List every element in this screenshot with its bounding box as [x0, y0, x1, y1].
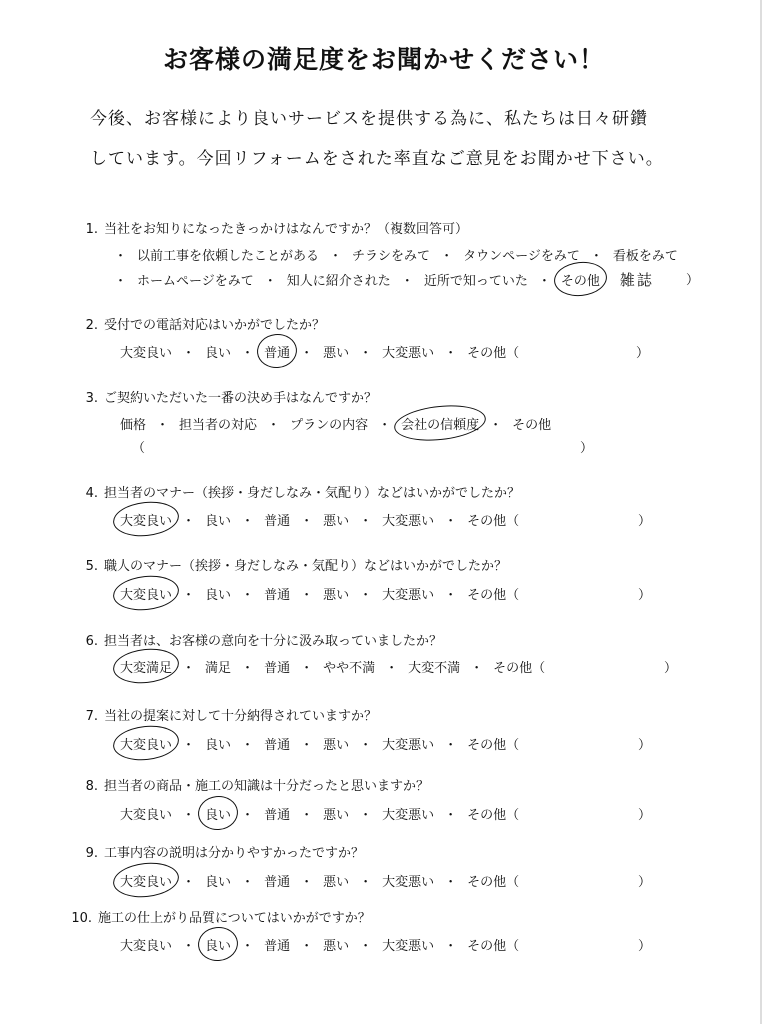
bullet-separator: ・	[300, 738, 314, 753]
q2-options	[120, 342, 519, 361]
handwritten-other-answer: 雑誌	[619, 271, 654, 289]
paren-close: ）	[638, 808, 652, 823]
bullet-separator: ・	[300, 514, 314, 529]
bullet-separator: ・	[378, 418, 392, 433]
bullet-separator: ・	[156, 418, 170, 433]
paren-close: ）	[580, 441, 594, 456]
bullet-separator: ・	[444, 738, 458, 753]
paren-close: ）	[686, 273, 700, 288]
q8-option[interactable]: 悪い	[323, 808, 350, 823]
question-number: 2.	[85, 318, 98, 333]
bullet-separator: ・	[359, 738, 373, 753]
bullet-separator: ・	[241, 588, 255, 603]
bullet-separator: ・	[182, 588, 196, 603]
bullet-separator: ・	[385, 661, 399, 676]
bullet-separator: ・	[359, 808, 373, 823]
bullet-separator: ・	[241, 808, 255, 823]
bullet-separator: ・	[241, 661, 255, 676]
bullet-separator: ・	[182, 875, 196, 890]
bullet-separator: ・	[300, 808, 314, 823]
bullet-separator: ・	[300, 661, 314, 676]
question-7	[76, 705, 377, 724]
q6-options	[120, 657, 545, 676]
q3-options	[120, 414, 551, 433]
question-number: 1.	[85, 222, 98, 237]
bullet-separator: ・	[444, 588, 458, 603]
page-title: お客様の満足度をお聞かせください！	[162, 45, 605, 74]
question-3	[76, 387, 377, 406]
question-text: 工事内容の説明は分かりやすかったですか？	[104, 846, 365, 861]
bullet-separator: ・	[359, 514, 373, 529]
question-5	[76, 555, 507, 574]
q4-option-selected[interactable]: 大変良い	[120, 510, 172, 529]
bullet-separator: ・	[300, 875, 314, 890]
question-number: 9.	[85, 846, 98, 861]
bullet-separator: ・	[537, 274, 551, 289]
q1-option[interactable]: タウンページをみて	[463, 249, 580, 264]
q8-option[interactable]: その他（	[467, 808, 520, 823]
question-number: 8.	[85, 779, 98, 794]
q2-option-selected[interactable]: 普通	[264, 342, 290, 361]
bullet-separator: ・	[267, 418, 281, 433]
question-10	[70, 907, 371, 926]
q7-option[interactable]: 悪い	[323, 738, 350, 753]
bullet-separator: ・	[444, 808, 458, 823]
q4-option[interactable]: 普通	[264, 514, 291, 529]
paren-close: ）	[638, 738, 652, 753]
q4-options	[120, 510, 519, 529]
q9-option-selected[interactable]: 大変良い	[120, 871, 172, 890]
q2-option[interactable]: その他（	[467, 346, 520, 361]
q3-option[interactable]: 価格	[120, 418, 147, 433]
question-text: 当社をお知りになったきっかけはなんですか？（複数回答可）	[104, 222, 469, 237]
q5-option-selected[interactable]: 大変良い	[120, 584, 172, 603]
scan-edge	[760, 0, 762, 1024]
paren-close: ）	[638, 588, 652, 603]
q6-option[interactable]: 大変不満	[408, 661, 461, 676]
question-number: 4.	[85, 486, 98, 501]
q6-option[interactable]: 満足	[205, 661, 232, 676]
bullet-separator: ・	[589, 249, 603, 264]
q1-option[interactable]: 知人に紹介された	[286, 274, 391, 289]
paren-open: （	[132, 441, 146, 456]
q7-options	[120, 734, 519, 753]
bullet-separator: ・	[114, 249, 128, 264]
q10-option-selected[interactable]: 良い	[205, 935, 231, 954]
q1-option[interactable]: 看板をみて	[612, 249, 678, 264]
q5-option[interactable]: 良い	[205, 588, 232, 603]
question-4	[76, 482, 520, 501]
bullet-separator: ・	[241, 514, 255, 529]
bullet-separator: ・	[182, 661, 196, 676]
q3-option[interactable]: プランの内容	[290, 418, 369, 433]
q5-options	[120, 584, 519, 603]
q4-option[interactable]: その他（	[467, 514, 520, 529]
q8-options	[120, 804, 519, 823]
question-6	[76, 630, 442, 649]
q9-option[interactable]: その他（	[467, 875, 520, 890]
paren-close: ）	[664, 661, 678, 676]
q10-options	[120, 935, 519, 954]
q9-option[interactable]: 良い	[205, 875, 232, 890]
bullet-separator: ・	[300, 588, 314, 603]
q3-option-selected[interactable]: 会社の信頼度	[401, 414, 479, 433]
q2-option[interactable]: 良い	[205, 346, 232, 361]
q10-option[interactable]: 悪い	[323, 939, 350, 954]
q7-option[interactable]: 普通	[264, 738, 291, 753]
q5-option[interactable]: その他（	[467, 588, 520, 603]
question-text: 受付での電話対応はいかがでしたか？	[104, 318, 326, 333]
q1-option[interactable]: 近所で知っていた	[423, 274, 528, 289]
bullet-separator: ・	[300, 346, 314, 361]
q1-option[interactable]: ホームページをみて	[137, 274, 254, 289]
q8-option[interactable]: 大変良い	[120, 808, 173, 823]
q3-option[interactable]: その他	[512, 418, 552, 433]
q2-option[interactable]: 悪い	[323, 346, 350, 361]
paren-close: ）	[638, 875, 652, 890]
q4-option[interactable]: 大変悪い	[382, 514, 435, 529]
bullet-separator: ・	[241, 346, 255, 361]
bullet-separator: ・	[359, 875, 373, 890]
q5-option[interactable]: 普通	[264, 588, 291, 603]
bullet-separator: ・	[182, 939, 196, 954]
question-1	[76, 218, 468, 237]
bullet-separator: ・	[114, 274, 128, 289]
bullet-separator: ・	[359, 588, 373, 603]
bullet-separator: ・	[241, 939, 255, 954]
bullet-separator: ・	[182, 808, 196, 823]
q4-option[interactable]: 良い	[205, 514, 232, 529]
bullet-separator: ・	[444, 514, 458, 529]
q10-option[interactable]: 大変悪い	[382, 939, 435, 954]
bullet-separator: ・	[440, 249, 454, 264]
paren-close: ）	[638, 514, 652, 529]
q8-option[interactable]: 普通	[264, 808, 291, 823]
q6-option[interactable]: その他（	[493, 661, 546, 676]
question-number: 3.	[85, 391, 98, 406]
bullet-separator: ・	[241, 738, 255, 753]
q4-option[interactable]: 悪い	[323, 514, 350, 529]
bullet-separator: ・	[359, 346, 373, 361]
q8-option[interactable]: 大変悪い	[382, 808, 435, 823]
paren-close: ）	[636, 346, 650, 361]
question-number: 7.	[85, 709, 98, 724]
bullet-separator: ・	[489, 418, 503, 433]
bullet-separator: ・	[359, 939, 373, 954]
q10-option[interactable]: 大変良い	[120, 939, 173, 954]
q9-option[interactable]: 悪い	[323, 875, 350, 890]
q1-option-selected[interactable]: その他	[561, 270, 600, 289]
intro-line-1: 今後、お客様により良いサービスを提供する為に、私たちは日々研鑽	[90, 109, 648, 129]
q9-option[interactable]: 普通	[264, 875, 291, 890]
q10-option[interactable]: 普通	[264, 939, 291, 954]
q1-option[interactable]: チラシをみて	[352, 249, 431, 264]
question-text: 当社の提案に対して十分納得されていますか？	[104, 709, 378, 724]
bullet-separator: ・	[263, 274, 277, 289]
bullet-separator: ・	[182, 346, 196, 361]
question-text: ご契約いただいた一番の決め手はなんですか？	[104, 391, 378, 406]
question-2	[76, 314, 325, 333]
question-text: 担当者は、お客様の意向を十分に汲み取っていましたか？	[104, 634, 443, 649]
q9-option[interactable]: 大変悪い	[382, 875, 435, 890]
bullet-separator: ・	[444, 875, 458, 890]
q5-option[interactable]: 大変悪い	[382, 588, 435, 603]
q6-option-selected[interactable]: 大変満足	[120, 657, 172, 676]
q1-options-row1	[104, 245, 678, 264]
bullet-separator: ・	[444, 939, 458, 954]
q7-option[interactable]: 良い	[205, 738, 232, 753]
q9-options	[120, 871, 519, 890]
q3-option[interactable]: 担当者の対応	[179, 418, 258, 433]
bullet-separator: ・	[300, 939, 314, 954]
q6-option[interactable]: やや不満	[323, 661, 376, 676]
question-number: 6.	[85, 634, 98, 649]
question-number: 5.	[85, 559, 98, 574]
bullet-separator: ・	[182, 738, 196, 753]
q6-option[interactable]: 普通	[264, 661, 291, 676]
question-9	[76, 842, 364, 861]
bullet-separator: ・	[470, 661, 484, 676]
intro-line-2: しています。今回リフォームをされた率直なご意見をお聞かせ下さい。	[90, 149, 664, 169]
q7-option[interactable]: 大変悪い	[382, 738, 435, 753]
question-text: 職人のマナー（挨拶・身だしなみ・気配り）などはいかがでしたか？	[104, 559, 508, 574]
q7-option-selected[interactable]: 大変良い	[120, 734, 172, 753]
paren-close: ）	[638, 939, 652, 954]
bullet-separator: ・	[329, 249, 343, 264]
q1-options-row2	[104, 269, 654, 290]
q2-option[interactable]: 大変悪い	[382, 346, 435, 361]
bullet-separator: ・	[400, 274, 414, 289]
question-8	[76, 775, 429, 794]
q1-option[interactable]: 以前工事を依頼したことがある	[137, 249, 320, 264]
q5-option[interactable]: 悪い	[323, 588, 350, 603]
bullet-separator: ・	[182, 514, 196, 529]
bullet-separator: ・	[444, 346, 458, 361]
question-text: 担当者の商品・施工の知識は十分だったと思いますか？	[104, 779, 430, 794]
bullet-separator: ・	[241, 875, 255, 890]
q10-option[interactable]: その他（	[467, 939, 520, 954]
question-text: 施工の仕上がり品質についてはいかがですか？	[98, 911, 371, 926]
q8-option-selected[interactable]: 良い	[205, 804, 231, 823]
q2-option[interactable]: 大変良い	[120, 346, 173, 361]
question-text: 担当者のマナー（挨拶・身だしなみ・気配り）などはいかがでしたか？	[104, 486, 521, 501]
q7-option[interactable]: その他（	[467, 738, 520, 753]
question-number: 10.	[71, 911, 92, 926]
